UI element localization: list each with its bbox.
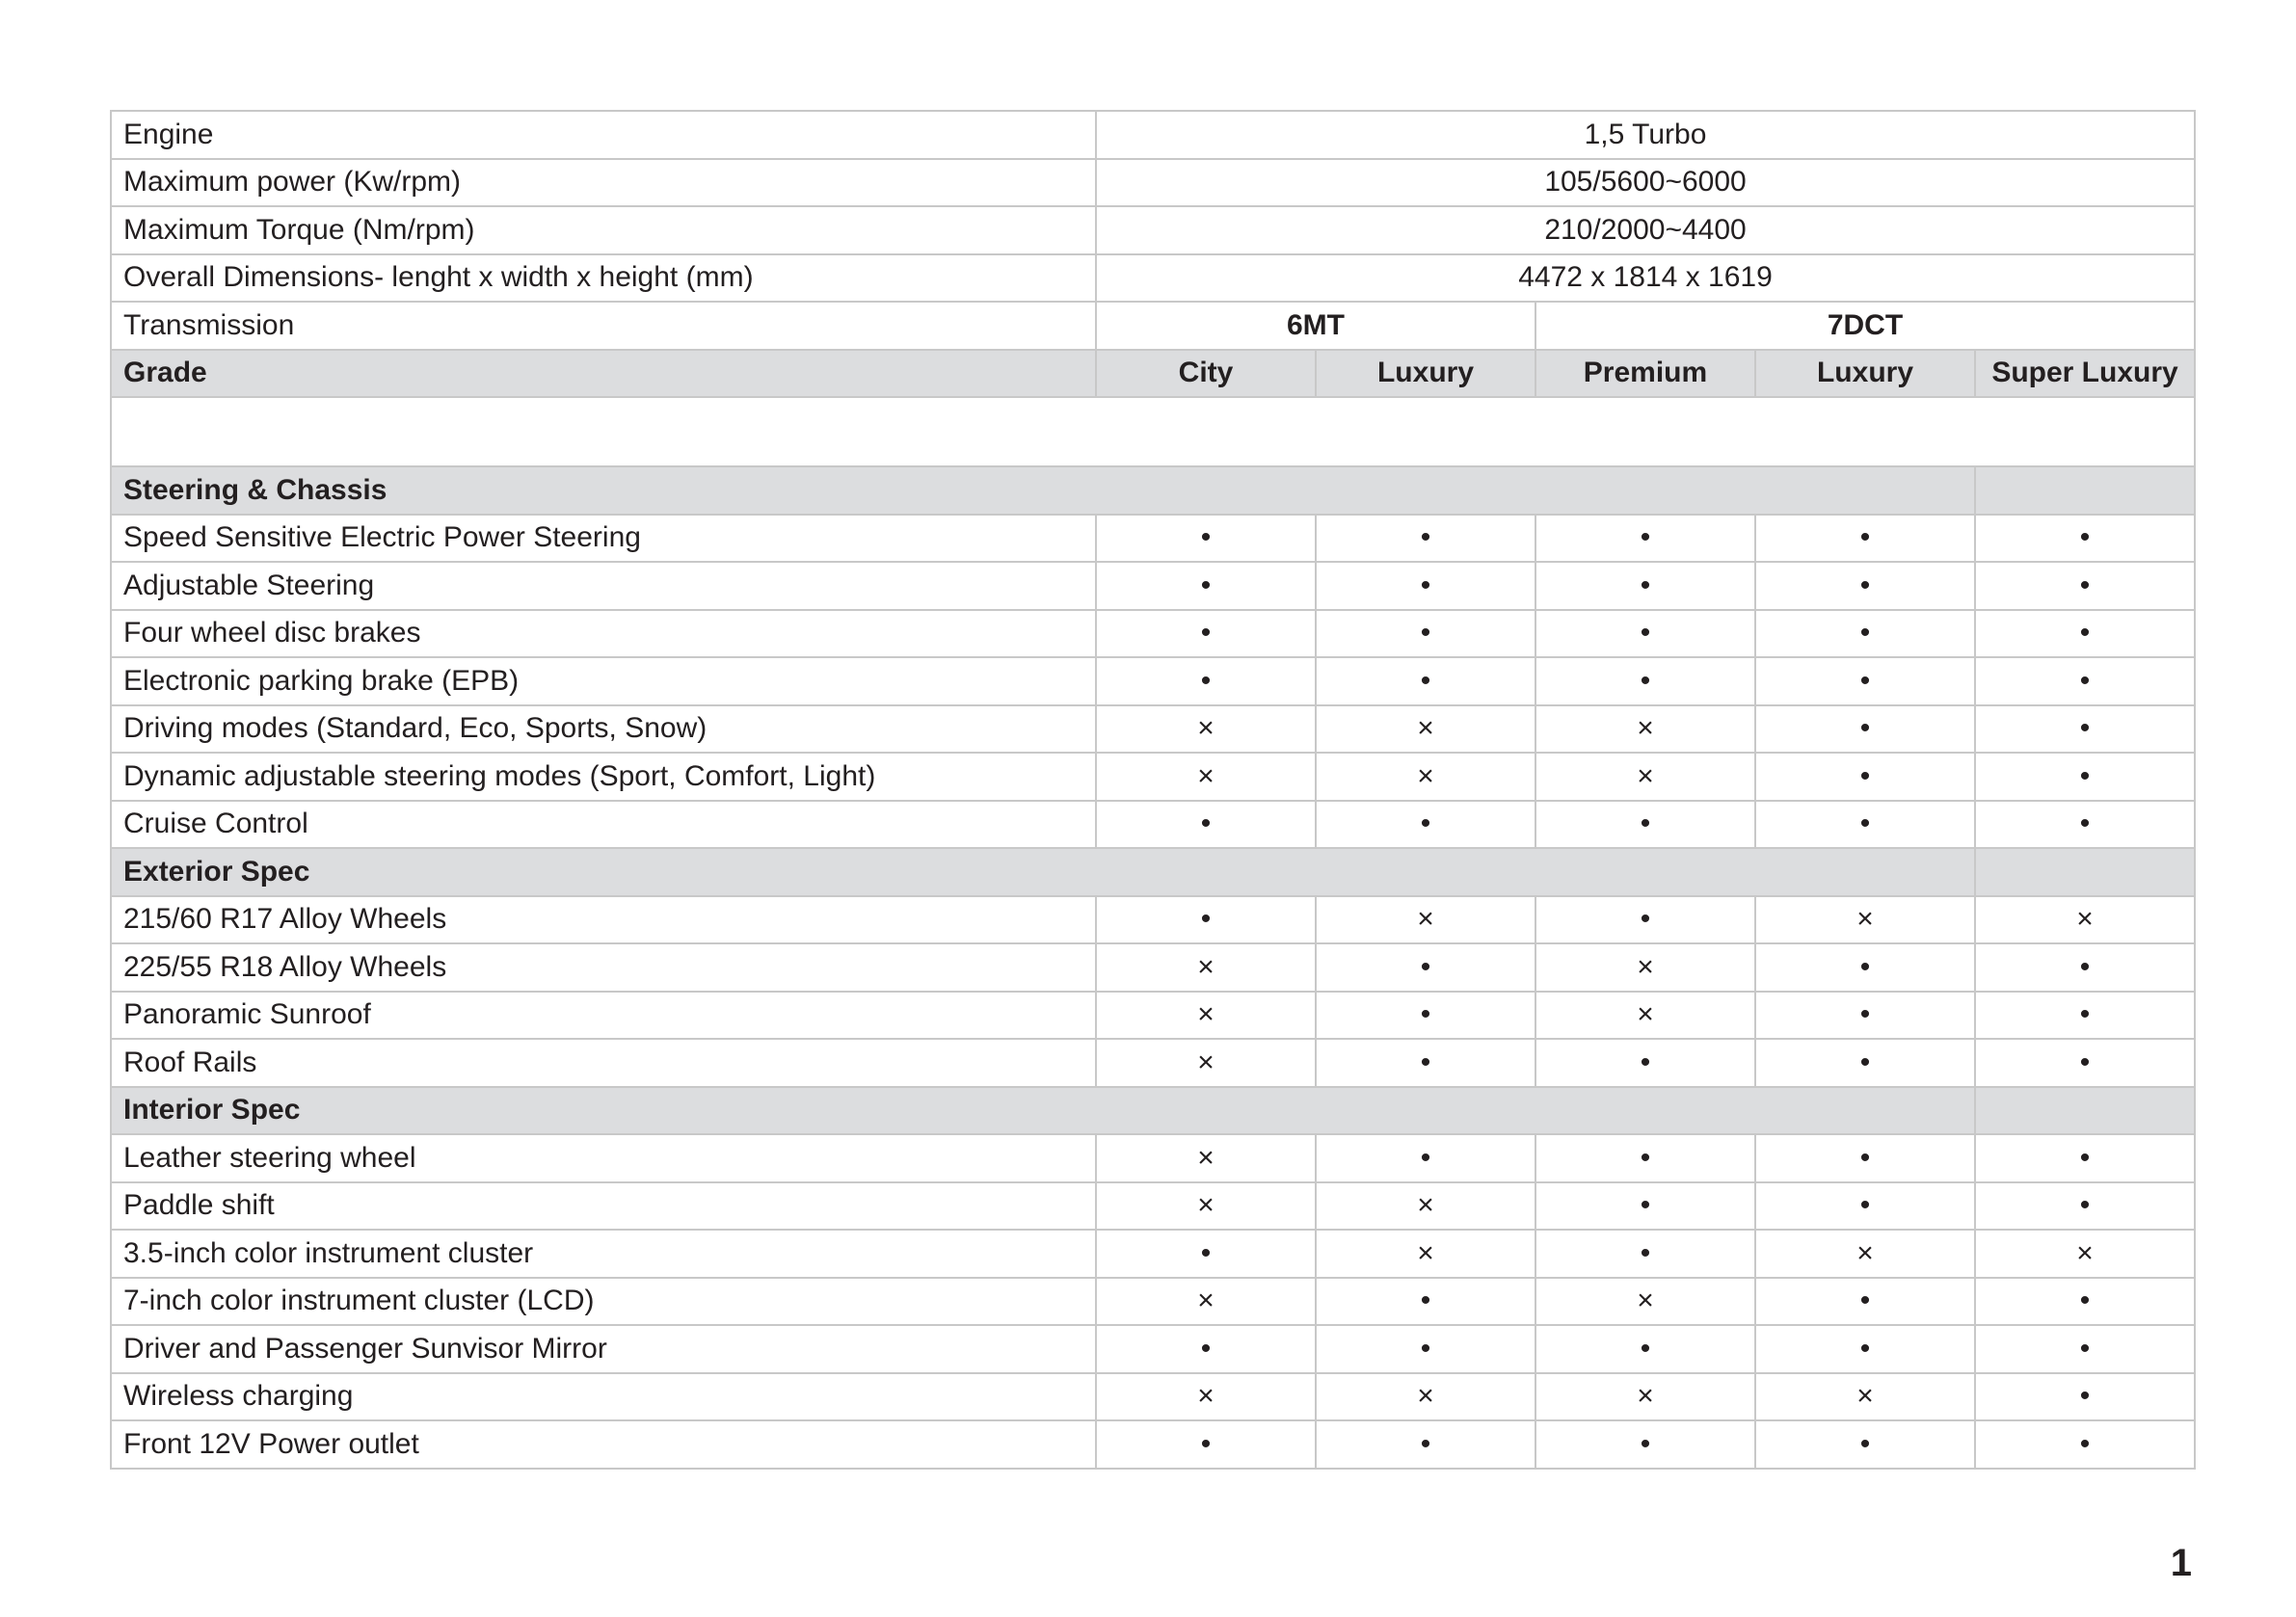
feature-available-mark: • <box>1535 657 1755 705</box>
feature-label: Four wheel disc brakes <box>111 610 1096 658</box>
feature-available-mark: • <box>1535 896 1755 944</box>
feature-available-mark: • <box>1755 1420 1975 1469</box>
feature-available-mark: • <box>1975 1420 2195 1469</box>
feature-unavailable-mark: × <box>1316 1373 1535 1421</box>
feature-available-mark: • <box>1535 801 1755 849</box>
feature-available-mark: • <box>1096 1420 1316 1469</box>
feature-available-mark: • <box>1755 1325 1975 1373</box>
section-header-end-cell <box>1975 466 2195 515</box>
section-header <box>111 1087 2195 1135</box>
feature-available-mark: • <box>1535 1325 1755 1373</box>
grade-column-header: Luxury <box>1316 350 1535 398</box>
feature-label: Adjustable Steering <box>111 562 1096 610</box>
feature-available-mark: • <box>1535 1039 1755 1087</box>
feature-available-mark: • <box>1316 1278 1535 1326</box>
section-header-end-cell <box>1975 848 2195 896</box>
feature-available-mark: • <box>1096 657 1316 705</box>
feature-unavailable-mark: × <box>1535 753 1755 801</box>
feature-unavailable-mark: × <box>1316 705 1535 754</box>
feature-available-mark: • <box>1755 610 1975 658</box>
feature-available-mark: • <box>1975 610 2195 658</box>
section-title: Interior Spec <box>111 1087 1975 1135</box>
feature-available-mark: • <box>1316 657 1535 705</box>
feature-row <box>111 896 2195 944</box>
feature-available-mark: • <box>1316 562 1535 610</box>
transmission-6mt: 6MT <box>1096 302 1535 350</box>
feature-available-mark: • <box>1535 515 1755 563</box>
feature-available-mark: • <box>1975 943 2195 992</box>
feature-row <box>111 1373 2195 1421</box>
feature-unavailable-mark: × <box>1096 1039 1316 1087</box>
feature-available-mark: • <box>1316 801 1535 849</box>
feature-available-mark: • <box>1096 515 1316 563</box>
feature-available-mark: • <box>1096 1325 1316 1373</box>
feature-label: Roof Rails <box>111 1039 1096 1087</box>
feature-available-mark: • <box>1316 1134 1535 1182</box>
feature-row <box>111 705 2195 754</box>
feature-label: Speed Sensitive Electric Power Steering <box>111 515 1096 563</box>
feature-available-mark: • <box>1755 515 1975 563</box>
feature-available-mark: • <box>1096 562 1316 610</box>
feature-available-mark: • <box>1096 801 1316 849</box>
section-header <box>111 466 2195 515</box>
feature-available-mark: • <box>1096 896 1316 944</box>
feature-label: 225/55 R18 Alloy Wheels <box>111 943 1096 992</box>
feature-unavailable-mark: × <box>1096 1134 1316 1182</box>
feature-unavailable-mark: × <box>1096 943 1316 992</box>
feature-available-mark: • <box>1316 1039 1535 1087</box>
feature-available-mark: • <box>1316 610 1535 658</box>
feature-available-mark: • <box>1975 1373 2195 1421</box>
section-title: Exterior Spec <box>111 848 1975 896</box>
feature-available-mark: • <box>1975 515 2195 563</box>
feature-row <box>111 610 2195 658</box>
feature-unavailable-mark: × <box>1316 896 1535 944</box>
feature-label: Paddle shift <box>111 1182 1096 1231</box>
feature-label: Leather steering wheel <box>111 1134 1096 1182</box>
feature-unavailable-mark: × <box>1316 1182 1535 1231</box>
empty-spacer-cell <box>111 397 2195 466</box>
feature-unavailable-mark: × <box>1096 992 1316 1040</box>
spec-label: Maximum power (Kw/rpm) <box>111 159 1096 207</box>
section-title: Steering & Chassis <box>111 466 1975 515</box>
feature-row <box>111 562 2195 610</box>
feature-available-mark: • <box>1975 562 2195 610</box>
spec-row <box>111 159 2195 207</box>
feature-available-mark: • <box>1316 992 1535 1040</box>
feature-available-mark: • <box>1096 610 1316 658</box>
feature-row <box>111 1278 2195 1326</box>
feature-label: Electronic parking brake (EPB) <box>111 657 1096 705</box>
feature-row <box>111 753 2195 801</box>
grade-row <box>111 350 2195 398</box>
feature-available-mark: • <box>1755 943 1975 992</box>
feature-unavailable-mark: × <box>1755 1230 1975 1278</box>
feature-unavailable-mark: × <box>1535 1278 1755 1326</box>
feature-row <box>111 515 2195 563</box>
feature-unavailable-mark: × <box>1535 1373 1755 1421</box>
spec-table <box>110 110 2196 1470</box>
transmission-label: Transmission <box>111 302 1096 350</box>
feature-unavailable-mark: × <box>1316 753 1535 801</box>
feature-available-mark: • <box>1535 562 1755 610</box>
spec-label: Overall Dimensions- lenght x width x height (mm) <box>111 254 1096 303</box>
spec-label: Maximum Torque (Nm/rpm) <box>111 206 1096 254</box>
feature-available-mark: • <box>1975 753 2195 801</box>
feature-row <box>111 1230 2195 1278</box>
feature-unavailable-mark: × <box>1535 943 1755 992</box>
feature-available-mark: • <box>1975 1039 2195 1087</box>
feature-label: Wireless charging <box>111 1373 1096 1421</box>
page-number: 1 <box>2170 1542 2192 1584</box>
feature-available-mark: • <box>1755 1182 1975 1231</box>
feature-unavailable-mark: × <box>1096 705 1316 754</box>
feature-unavailable-mark: × <box>1975 896 2195 944</box>
feature-label: Dynamic adjustable steering modes (Sport, Comfort, Light) <box>111 753 1096 801</box>
feature-row <box>111 801 2195 849</box>
feature-available-mark: • <box>1975 705 2195 754</box>
feature-available-mark: • <box>1535 610 1755 658</box>
feature-unavailable-mark: × <box>1975 1230 2195 1278</box>
feature-label: Cruise Control <box>111 801 1096 849</box>
feature-row <box>111 1325 2195 1373</box>
feature-available-mark: • <box>1755 992 1975 1040</box>
feature-available-mark: • <box>1755 657 1975 705</box>
feature-available-mark: • <box>1755 562 1975 610</box>
feature-unavailable-mark: × <box>1535 992 1755 1040</box>
feature-available-mark: • <box>1975 657 2195 705</box>
grade-label: Grade <box>111 350 1096 398</box>
feature-row <box>111 1182 2195 1231</box>
feature-unavailable-mark: × <box>1755 896 1975 944</box>
grade-column-header: City <box>1096 350 1316 398</box>
grade-column-header: Super Luxury <box>1975 350 2195 398</box>
feature-available-mark: • <box>1975 1134 2195 1182</box>
feature-row <box>111 992 2195 1040</box>
spec-row <box>111 254 2195 303</box>
feature-available-mark: • <box>1755 705 1975 754</box>
feature-available-mark: • <box>1755 1278 1975 1326</box>
feature-available-mark: • <box>1316 1420 1535 1469</box>
feature-available-mark: • <box>1535 1134 1755 1182</box>
feature-label: 3.5-inch color instrument cluster <box>111 1230 1096 1278</box>
feature-row <box>111 943 2195 992</box>
spec-value: 1,5 Turbo <box>1096 111 2195 159</box>
feature-unavailable-mark: × <box>1316 1230 1535 1278</box>
spec-value: 4472 x 1814 x 1619 <box>1096 254 2195 303</box>
grade-column-header: Luxury <box>1755 350 1975 398</box>
feature-available-mark: • <box>1975 992 2195 1040</box>
feature-row <box>111 1039 2195 1087</box>
feature-available-mark: • <box>1096 1230 1316 1278</box>
section-header <box>111 848 2195 896</box>
feature-label: 215/60 R17 Alloy Wheels <box>111 896 1096 944</box>
feature-label: Panoramic Sunroof <box>111 992 1096 1040</box>
spec-value: 210/2000~4400 <box>1096 206 2195 254</box>
feature-unavailable-mark: × <box>1096 1182 1316 1231</box>
feature-label: Driver and Passenger Sunvisor Mirror <box>111 1325 1096 1373</box>
feature-available-mark: • <box>1535 1420 1755 1469</box>
feature-unavailable-mark: × <box>1096 753 1316 801</box>
feature-available-mark: • <box>1975 801 2195 849</box>
feature-available-mark: • <box>1755 801 1975 849</box>
spec-table-body <box>111 111 2195 1469</box>
feature-row <box>111 657 2195 705</box>
spec-row <box>111 111 2195 159</box>
spec-label: Engine <box>111 111 1096 159</box>
grade-column-header: Premium <box>1535 350 1755 398</box>
feature-available-mark: • <box>1535 1230 1755 1278</box>
feature-available-mark: • <box>1755 753 1975 801</box>
spec-value: 105/5600~6000 <box>1096 159 2195 207</box>
feature-label: Front 12V Power outlet <box>111 1420 1096 1469</box>
feature-unavailable-mark: × <box>1535 705 1755 754</box>
feature-label: 7-inch color instrument cluster (LCD) <box>111 1278 1096 1326</box>
feature-label: Driving modes (Standard, Eco, Sports, Snow) <box>111 705 1096 754</box>
section-header-end-cell <box>1975 1087 2195 1135</box>
feature-row <box>111 1420 2195 1469</box>
feature-available-mark: • <box>1755 1039 1975 1087</box>
feature-row <box>111 1134 2195 1182</box>
feature-available-mark: • <box>1535 1182 1755 1231</box>
feature-unavailable-mark: × <box>1096 1278 1316 1326</box>
feature-available-mark: • <box>1316 943 1535 992</box>
feature-available-mark: • <box>1755 1134 1975 1182</box>
feature-available-mark: • <box>1975 1278 2195 1326</box>
transmission-row <box>111 302 2195 350</box>
feature-available-mark: • <box>1316 515 1535 563</box>
transmission-7dct: 7DCT <box>1535 302 2195 350</box>
feature-unavailable-mark: × <box>1096 1373 1316 1421</box>
spacer-row <box>111 397 2195 466</box>
feature-available-mark: • <box>1316 1325 1535 1373</box>
feature-unavailable-mark: × <box>1755 1373 1975 1421</box>
feature-available-mark: • <box>1975 1182 2195 1231</box>
feature-available-mark: • <box>1975 1325 2195 1373</box>
spec-row <box>111 206 2195 254</box>
